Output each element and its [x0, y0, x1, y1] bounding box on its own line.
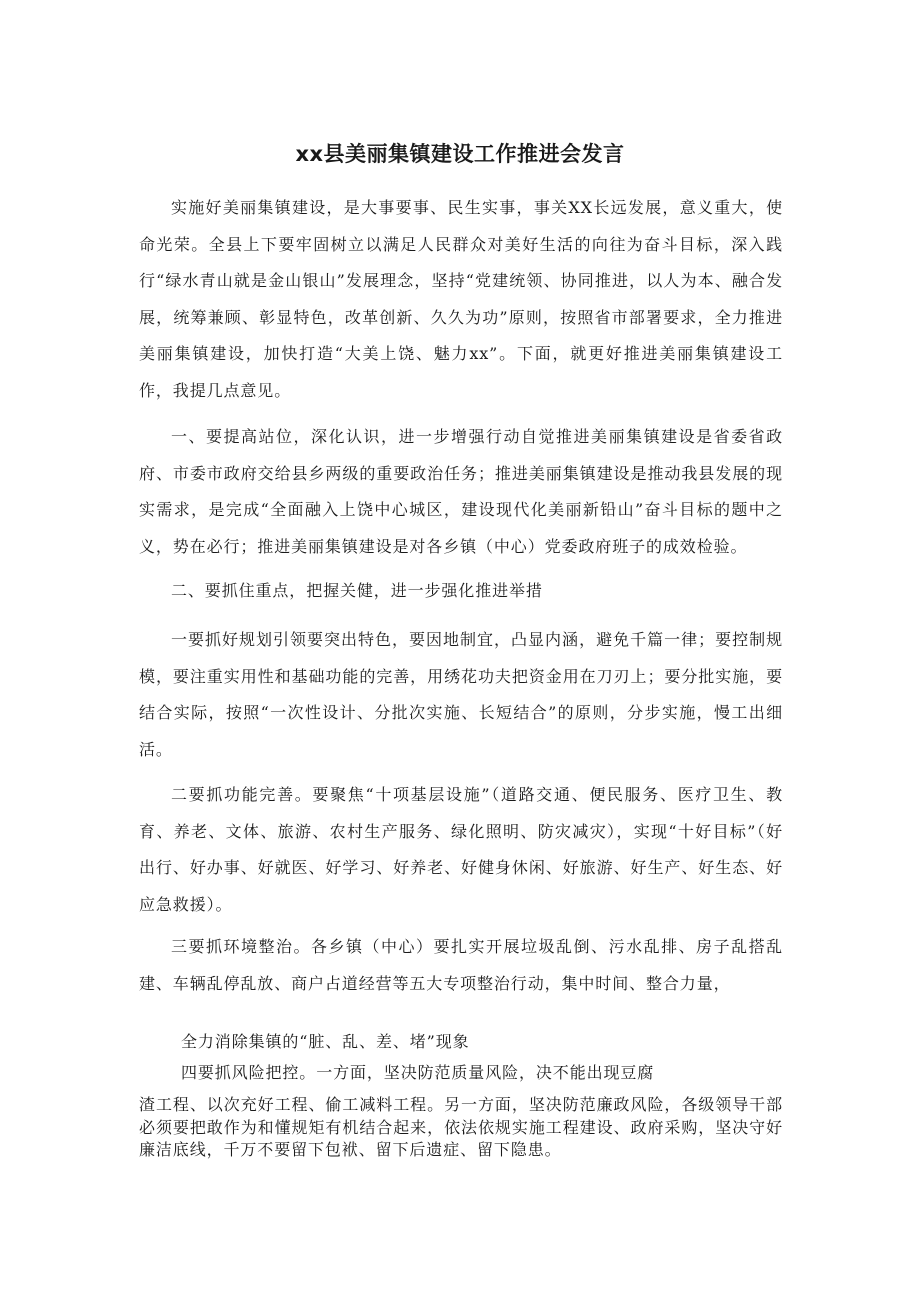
paragraph-environment-continued: 全力消除集镇的“脏、乱、差、堵”现象 — [181, 1032, 470, 1051]
paragraph-planning: 一要抓好规划引领要突出特色，要因地制宜，凸显内涵，避免千篇一律；要控制规模，要注重实用性和基础功能的完善，用绣花功夫把资金用在刀刃上；要分批实施，要结合实际，按照“一次性设计、分批次实施、长短结合”的原则，分步实施，慢工出细活。 — [139, 630, 783, 759]
paragraph-risk-heading: 四要抓风险把控。一方面，坚决防范质量风险，决不能出现豆腐 — [181, 1063, 655, 1082]
document-title: xx县美丽集镇建设工作推进会发言 — [295, 142, 625, 166]
paragraph-section-one: 一、要提高站位，深化认识，进一步增强行动自觉推进美丽集镇建设是省委省政府、市委市政府交给县乡两级的重要政治任务；推进美丽集镇建设是推动我县发展的现实需求，是完成“全面融入上饶中心城区，建设现代化美丽新铅山”奋斗目标的题中之义，势在必行；推进美丽集镇建设是对各乡镇（中心）党委政府班子的成效检验。 — [139, 427, 783, 556]
paragraph-environment: 三要抓环境整治。各乡镇（中心）要扎实开展垃圾乱倒、污水乱排、房子乱搭乱建、车辆乱停乱放、商户占道经营等五大专项整治行动，集中时间、整合力量， — [139, 937, 783, 993]
paragraph-section-two-heading: 二、要抓住重点，把握关健，进一步强化推进举措 — [171, 581, 543, 600]
paragraph-risk-body: 渣工程、以次充好工程、偷工减料工程。另一方面，坚决防范廉政风险，各级领导干部必须要把敢作为和懂规矩有机结合起来，依法依规实施工程建设、政府采购，坚决守好廉洁底线，千万不要留下包袱、留下后遗症、留下隐患。 — [139, 1095, 783, 1159]
paragraph-functions: 二要抓功能完善。要聚焦“十项基层设施”（道路交通、便民服务、医疗卫生、教育、养老、文体、旅游、农村生产服务、绿化照明、防灾减灾），实现“十好目标”（好出行、好办事、好就医、好学习、好养老、好健身休闲、好旅游、好生产、好生态、好应急救援）。 — [139, 785, 783, 914]
paragraph-intro: 实施好美丽集镇建设，是大事要事、民生实事，事关XX长远发展，意义重大，使命光荣。全县上下要牢固树立以满足人民群众对美好生活的向往为奋斗目标，深入践行“绿水青山就是金山银山”发展理念，坚持“党建统领、协同推进，以人为本、融合发展，统筹兼顾、彰显特色，改革创新、久久为功”原则，按照省市部署要求，全力推进美丽集镇建设，加快打造“大美上饶、魅力xx”。下面，就更好推进美丽集镇建设工作，我提几点意见。 — [139, 198, 783, 400]
